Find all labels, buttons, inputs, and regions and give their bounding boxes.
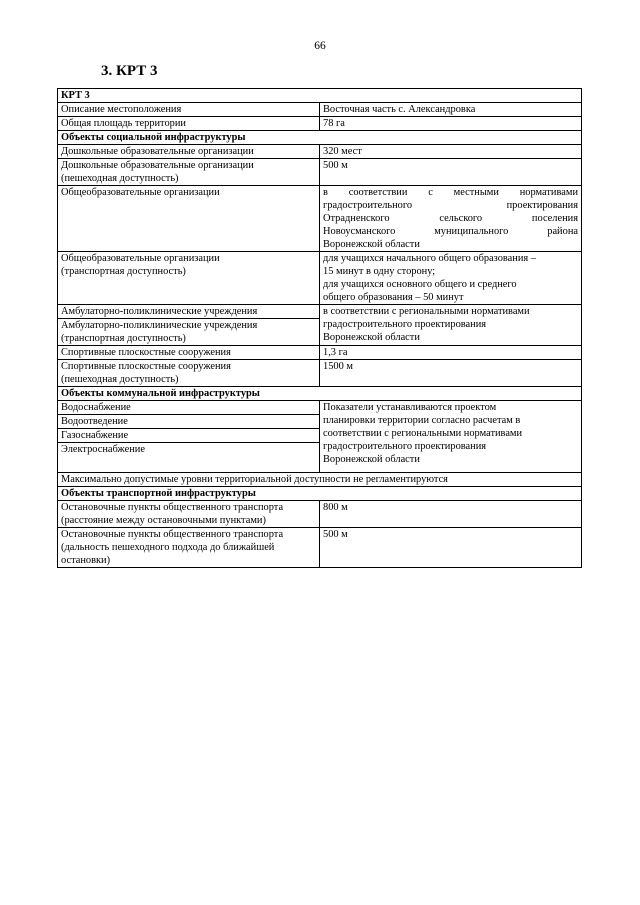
sport-walk-label-line: (пешеходная доступность) — [61, 374, 179, 385]
communal-value-line: градостроительного проектирования — [323, 441, 487, 452]
table-row — [58, 159, 582, 186]
clinic-value-line: Воронежской области — [323, 332, 420, 343]
communal-infrastructure-heading: Объекты коммунальной инфраструктуры — [58, 387, 582, 401]
clinic-transport-label — [58, 319, 320, 346]
drainage-label: Водоотведение — [58, 415, 320, 429]
general-education-value-line: Воронежской области — [323, 239, 420, 250]
area-label: Общая площадь территории — [58, 117, 320, 131]
clinic-label: Амбулаторно-поликлинические учреждения — [58, 305, 320, 319]
social-infrastructure-heading: Объекты социальной инфраструктуры — [58, 131, 582, 145]
general-education-value-line: Новоусманского муниципального района — [323, 226, 578, 237]
table-row — [58, 346, 582, 360]
general-education-value-line: в соответствии с местными нормативами — [323, 187, 578, 198]
table-row — [58, 305, 582, 319]
preschool-value: 320 мест — [320, 145, 582, 159]
clinic-value-line: в соответствии с региональными нормативами — [323, 306, 530, 317]
gas-supply-label: Газоснабжение — [58, 429, 320, 443]
area-value: 78 га — [320, 117, 582, 131]
preschool-walk-label-line: Дошкольные образовательные организации — [61, 160, 254, 171]
general-education-value-line: градостроительного проектирования — [323, 200, 578, 211]
table-row — [58, 360, 582, 387]
stops-walk-label — [58, 528, 320, 568]
communal-value-line: соответствии с региональными нормативами — [323, 428, 523, 439]
location-label: Описание местоположения — [58, 103, 320, 117]
general-education-transport-value — [320, 252, 582, 305]
stops-walk-label-line: (дальность пешеходного подхода до ближайшей — [61, 542, 275, 553]
stops-distance-label-line: Остановочные пункты общественного транспорта — [61, 502, 284, 513]
location-value: Восточная часть с. Александровка — [320, 103, 582, 117]
sport-walk-label-line: Спортивные плоскостные сооружения — [61, 361, 231, 372]
table-row — [58, 387, 582, 401]
stops-distance-label-line: (расстояние между остановочными пунктами) — [61, 515, 266, 526]
general-education-value-line: Отрадненского сельского поселения — [323, 213, 578, 224]
sport-value: 1,3 га — [320, 346, 582, 360]
sport-walk-label — [58, 360, 320, 387]
stops-walk-value: 500 м — [320, 528, 582, 568]
stops-walk-label-line: Остановочные пункты общественного транспорта — [61, 529, 284, 540]
sport-walk-value: 1500 м — [320, 360, 582, 387]
communal-value — [320, 401, 582, 473]
preschool-walk-label — [58, 159, 320, 186]
table-row — [58, 528, 582, 568]
max-levels-note: Максимально допустимые уровни территориальной доступности не регламентируются — [58, 473, 582, 487]
communal-value-line: планировки территории согласно расчетам в — [323, 415, 521, 426]
general-education-transport-value-line: 15 минут в одну сторону; — [323, 266, 436, 277]
communal-value-line: Воронежской области — [323, 454, 420, 465]
clinic-value — [320, 305, 582, 346]
general-education-transport-label-line: Общеобразовательные организации — [61, 253, 220, 264]
table-row — [58, 117, 582, 131]
general-education-transport-label — [58, 252, 320, 305]
stops-distance-value: 800 м — [320, 501, 582, 528]
preschool-walk-label-line: (пешеходная доступность) — [61, 173, 179, 184]
preschool-label: Дошкольные образовательные организации — [58, 145, 320, 159]
table-row — [58, 252, 582, 305]
general-education-label: Общеобразовательные организации — [58, 186, 320, 252]
stops-distance-label — [58, 501, 320, 528]
table-row — [58, 145, 582, 159]
transport-infrastructure-heading: Объекты транспортной инфраструктуры — [58, 487, 582, 501]
table-row — [58, 186, 582, 252]
communal-value-line: Показатели устанавливаются проектом — [323, 402, 497, 413]
section-title: 3. КРТ 3 — [101, 63, 158, 79]
table-row — [58, 131, 582, 145]
table-row — [58, 89, 582, 103]
table-row — [58, 401, 582, 415]
clinic-transport-label-line: Амбулаторно-поликлинические учреждения — [61, 320, 258, 331]
table-header: КРТ 3 — [58, 89, 582, 103]
general-education-transport-value-line: общего образования – 50 минут — [323, 292, 464, 303]
electric-supply-label: Электроснабжение — [58, 443, 320, 473]
table-row — [58, 501, 582, 528]
table-row — [58, 473, 582, 487]
general-education-transport-value-line: для учащихся основного общего и среднего — [323, 279, 517, 290]
preschool-walk-value: 500 м — [320, 159, 582, 186]
stops-walk-label-line: остановки) — [61, 555, 111, 566]
page-number: 66 — [314, 40, 326, 52]
water-supply-label: Водоснабжение — [58, 401, 320, 415]
clinic-transport-label-line: (транспортная доступность) — [61, 333, 186, 344]
clinic-value-line: градостроительного проектирования — [323, 319, 487, 330]
general-education-transport-value-line: для учащихся начального общего образования – — [323, 253, 536, 264]
general-education-value — [320, 186, 582, 252]
table-row — [58, 487, 582, 501]
general-education-transport-label-line: (транспортная доступность) — [61, 266, 186, 277]
table-row — [58, 103, 582, 117]
krt-parameters-table — [57, 88, 582, 568]
sport-label: Спортивные плоскостные сооружения — [58, 346, 320, 360]
